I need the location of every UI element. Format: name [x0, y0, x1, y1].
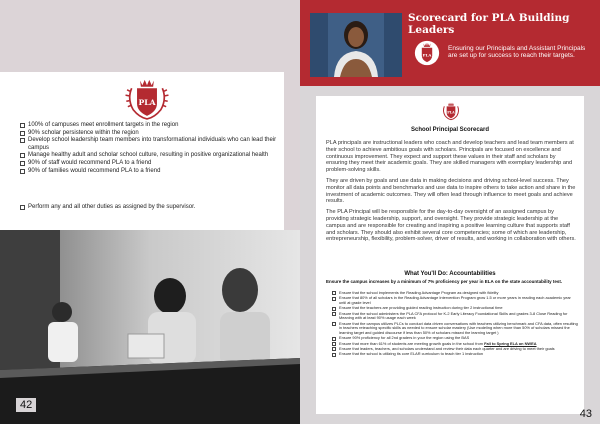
checklist-item-label: 90% scholar persistence within the region — [28, 129, 139, 136]
checklist-item — [20, 160, 290, 168]
checkbox[interactable] — [20, 161, 25, 166]
checkbox[interactable] — [332, 297, 336, 301]
checkbox[interactable] — [20, 138, 25, 143]
left-top-band — [0, 0, 300, 72]
pla-crest-logo — [414, 40, 440, 66]
card-title: School Principal Scorecard — [410, 127, 490, 133]
list-item — [332, 312, 578, 321]
svg-text:PLA: PLA — [138, 98, 156, 108]
goals-checklist — [20, 122, 290, 175]
checklist-item-label: Develop school leadership team members into transformational individuals who can lead their campus — [28, 137, 277, 151]
meeting-photo — [0, 230, 300, 424]
list-item-text: Ensure that more than 61% of students are meeting growth goals in the school from Fall to Spring ELA on NWEA — [339, 340, 537, 346]
checklist-item-label: Manage healthy adult and scholar school culture, resulting in positive organizational health — [28, 152, 269, 159]
checklist-item — [20, 152, 290, 160]
scorecard-header — [300, 0, 600, 86]
list-item — [332, 296, 578, 305]
page-number: 43 — [579, 408, 592, 420]
checklist-item — [20, 137, 290, 152]
underlined-emphasis: Fall to Spring ELA on NWEA — [484, 340, 537, 346]
other-duties-label: Perform any and all other duties as assigned by the supervisor. — [28, 204, 196, 210]
accountabilities-title: What You'll Do: Accountabilities — [404, 271, 496, 277]
list-item — [332, 322, 578, 336]
checklist-item-label: 90% of staff would recommend PLA to a friend — [28, 159, 152, 166]
checkbox[interactable] — [332, 307, 336, 311]
checkbox[interactable] — [332, 291, 336, 295]
right-page — [300, 0, 600, 424]
other-duties-item — [20, 204, 290, 210]
list-item-text: Ensure 90% proficiency for all 2nd graders in your the region using the BAS — [339, 335, 470, 341]
checkbox[interactable] — [332, 342, 336, 346]
list-item-text: Ensure that 80% of all scholars in the Reading Advantage Intervention Program grow 1.5 or more years in reading each academic year until at grade level — [339, 295, 571, 305]
checkbox[interactable] — [332, 312, 336, 316]
checkbox[interactable] — [332, 347, 336, 351]
checklist-item-label: 100% of campuses meet enrollment targets in the region — [28, 122, 179, 128]
checkbox[interactable] — [20, 205, 25, 210]
header-title: Scorecard for PLA Building Leaders — [408, 12, 570, 36]
list-item-text: Ensure that the campus utilizes PLCs to conduct data driven conversations with teachers utilizing benchmark and CFA data, often resulting in teachers reteaching specific skills as needed to ensure scholar mastery (Use modeling when more than 50% of scholars missed the learning target and guided discourse if less than 50% of scholars missed the learning target ) — [339, 320, 578, 335]
header-subtitle: Ensuring our Principals and Assistant Principals are set up for success to reach their targets. — [448, 45, 586, 60]
checkbox[interactable] — [332, 353, 336, 357]
body-paragraph: The PLA Principal will be responsible for the day-to-day oversight of an assigned campus by providing strategic leadership, support, and oversight. They provide strategic leadership at the campus and are responsible for creating and inspiring a positive learning culture that supports staff and scholars. They should also exhibit several core competencies; some of which are leadership, entrepreneurship, flexibility, problem-solver, driver of results, and working in collaboration with others. — [326, 209, 576, 243]
list-item-text: Ensure that the teachers are providing guided reading instruction during tier 2 instructional time — [339, 305, 503, 311]
page-number: 42 — [16, 398, 36, 412]
checkbox[interactable] — [20, 153, 25, 158]
checklist-item — [20, 122, 290, 130]
accountabilities-lead: Ensure the campus increases by a minimum of 7% proficiency per year in ELA on the state accountability test. — [326, 279, 563, 284]
list-item-text: Ensure that the school implements the Reading Advantage Program as designed with fidelity — [339, 290, 499, 295]
checklist-item-label: 90% of families would recommend PLA to a friend — [28, 167, 161, 174]
accountabilities-list — [332, 291, 578, 357]
svg-text:PLA: PLA — [447, 110, 455, 115]
principal-photo — [310, 13, 402, 77]
checkbox[interactable] — [20, 169, 25, 174]
checkbox[interactable] — [20, 131, 25, 136]
checkbox[interactable] — [332, 322, 336, 326]
body-paragraph: PLA principals are instructional leaders who coach and develop teachers and lead team members at their school to achieve ambitious goals with scholars. Principals are focused on excellence and continuous improvement. They expect and support these values in their staff and scholars by ensuring they meet their academic goals. They are skilled managers with exemplary leadership and problem-solving skills. — [326, 140, 574, 174]
body-paragraph: They are driven by goals and use data in making decisions and driving school-level success. They monitor all data points and benchmarks and use data to inspire others to take action and share in the investment of academic outcomes. They will often lead through influence to meet goals and achieve results. — [326, 177, 576, 205]
checklist-item — [20, 130, 290, 138]
checklist-item — [20, 168, 290, 176]
scorecard-card — [316, 96, 584, 414]
list-item-text: Ensure that the school administers the PLA CFA protocol for K-2 Early Literacy Foundational Skills and grades 3-8 Close Reading for Meaning with at least 90% usage each week — [339, 310, 568, 321]
checkbox[interactable] — [20, 123, 25, 128]
svg-text:PLA: PLA — [422, 52, 432, 58]
list-item — [332, 352, 578, 357]
list-item-text: Ensure that leaders, teachers, and scholars understand and review their data each quarter and are driving to meet their goals — [339, 345, 555, 351]
checkbox[interactable] — [332, 337, 336, 341]
pla-crest-logo — [124, 76, 170, 122]
pla-crest-logo — [441, 101, 461, 121]
list-item-text: Ensure that the school is utilizing its core ELAR curriculum to teach tier 1 instruction — [339, 351, 484, 357]
card-body — [326, 140, 578, 247]
